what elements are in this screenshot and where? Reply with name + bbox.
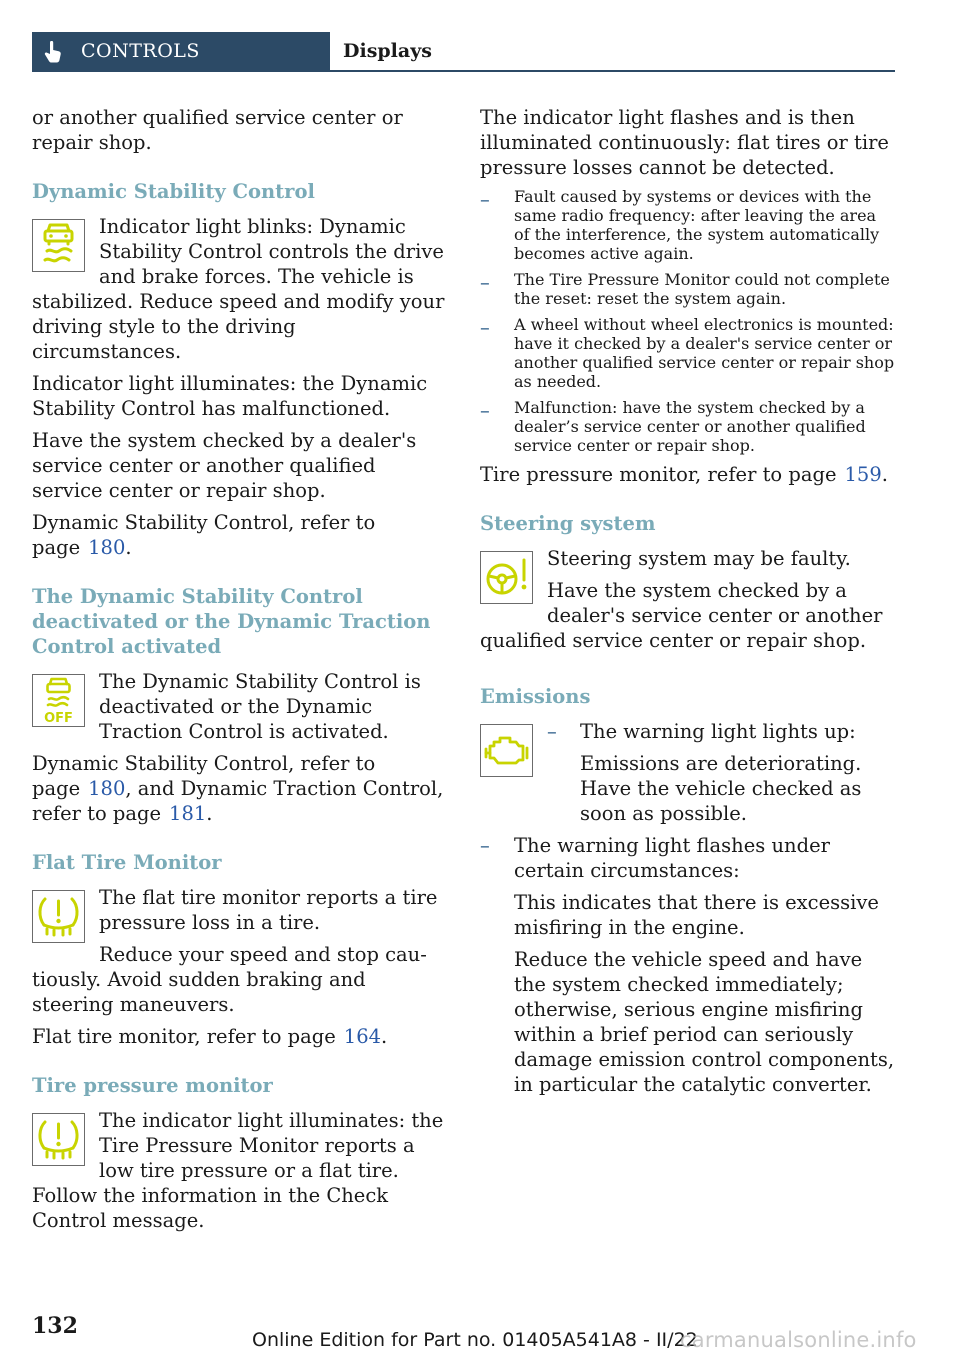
paragraph: Indicator light illuminates: the Dynamic Stability Control has malfunctioned.	[32, 372, 428, 420]
page-header	[32, 32, 895, 72]
page-link[interactable]: 180	[88, 777, 126, 800]
hand-pointer-icon	[44, 41, 62, 63]
section-name: CONTROLS	[81, 40, 200, 62]
right-column	[480, 105, 896, 1104]
section-heading-flat-tire: Flat Tire Monitor	[32, 851, 222, 874]
punctuation: .	[206, 802, 213, 825]
list-item: – A wheel without wheel electronics is mounted: have it checked by a dealer's service center or another qualified service center or repair shop as needed.	[480, 315, 896, 391]
section-heading-tpm: Tire pressure monitor	[32, 1074, 273, 1097]
list-item: – The Tire Pressure Monitor could not complete the reset: reset the system again.	[480, 270, 896, 308]
bullet-title: – The warning light lights up:	[580, 720, 856, 743]
icon-label: OFF	[44, 711, 73, 726]
paragraph: Emissions are deteriorating. Have the vehicle checked as soon as possible.	[580, 752, 862, 825]
list-item: – Malfunction: have the system checked by a dealer’s service center or another qualified service center or repair shop.	[480, 398, 896, 455]
paragraph: Reduce your speed and stop cautiously. Avoid sudden braking and steering maneuvers.	[32, 943, 427, 1016]
paragraph: Reduce the vehicle speed and have the system checked immediately; otherwise, serious engine misfiring within a brief period can seriously damage emission control components, in particular the catalytic converter.	[514, 948, 895, 1096]
list-item: – Fault caused by systems or devices with the same radio frequency: after leaving the area of the interference, the system automatically becomes active again.	[480, 187, 896, 263]
dsc-off-icon	[32, 674, 85, 727]
left-column	[32, 105, 448, 1240]
paragraph: Indicator light blinks: Dynamic Stability Control controls the drive and brake forces. The vehicle is stabilized. Reduce speed and modify your driving style to the driving circumstances.	[32, 215, 445, 363]
bullet-list	[480, 833, 896, 1097]
steering-wheel-warning-icon	[480, 551, 533, 604]
page-number: 132	[32, 1313, 78, 1339]
paragraph: or another qualified service center or repair shop.	[32, 106, 403, 154]
paragraph: Have the system checked by a dealer's service center or another qualified service center or repair shop.	[480, 579, 883, 652]
engine-warning-icon	[480, 724, 533, 777]
reference-text: Dynamic Stability Control, refer to page	[32, 752, 376, 800]
bullet-list	[547, 719, 896, 826]
paragraph: This indicates that there is excessive misfiring in the engine.	[514, 891, 879, 939]
list-item	[480, 833, 896, 1097]
punctuation: .	[881, 463, 888, 486]
paragraph: Steering system may be faulty.	[547, 547, 851, 570]
section-heading-emissions: Emissions	[480, 685, 591, 708]
paragraph: Have the system checked by a dealer's service center or another qualified service center or repair shop.	[32, 429, 417, 502]
page-title: Displays	[343, 40, 432, 62]
emissions-block	[547, 719, 896, 826]
bullet-list	[480, 187, 896, 455]
page-reference	[480, 462, 896, 487]
page-link[interactable]: 181	[169, 802, 207, 825]
section-heading-steering: Steering system	[480, 512, 656, 535]
watermark: carmanualsonline.info	[680, 1328, 917, 1352]
paragraph: The indicator light illuminates: the Tire Pressure Monitor reports a low tire pressure or a flat tire. Follow the information in the Check Control message.	[32, 1109, 444, 1232]
page-reference	[32, 751, 448, 826]
tire-pressure-warning-icon	[32, 1113, 85, 1166]
tire-pressure-warning-icon	[32, 890, 85, 943]
edition-line: Online Edition for Part no. 01405A541A8 - II/22	[252, 1329, 698, 1351]
page-reference	[32, 510, 448, 560]
punctuation: .	[381, 1025, 388, 1048]
bullet-title: – The warning light flashes under certain circumstances:	[514, 834, 830, 882]
reference-text: Dynamic Stability Control, refer to page	[32, 511, 376, 559]
reference-text: Tire pressure monitor, refer to page	[480, 463, 837, 486]
page-link[interactable]: 164	[343, 1025, 382, 1048]
reference-text: Flat tire monitor, refer to page	[32, 1025, 336, 1048]
page-link[interactable]: 180	[88, 536, 126, 559]
section-heading-dsc-off: The Dynamic Stability Control deactivated or the Dynamic Traction Control activated	[32, 585, 431, 658]
section-heading-dsc: Dynamic Stability Control	[32, 180, 315, 203]
punctuation: .	[125, 536, 132, 559]
paragraph: The flat tire monitor reports a tire pressure loss in a tire.	[99, 886, 438, 934]
page-reference	[32, 1024, 448, 1049]
reference-text: , and Dynamic Traction Control, refer to page	[32, 777, 444, 825]
paragraph: The Dynamic Stability Control is deactivated or the Dynamic Traction Control is activated.	[99, 670, 421, 743]
page-link[interactable]: 159	[844, 463, 882, 486]
paragraph: The indicator light flashes and is then illuminated continuously: flat tires or tire pressure losses cannot be detected.	[480, 106, 889, 179]
list-item	[547, 719, 896, 826]
section-tab	[32, 32, 330, 70]
dsc-warning-icon	[32, 219, 85, 272]
